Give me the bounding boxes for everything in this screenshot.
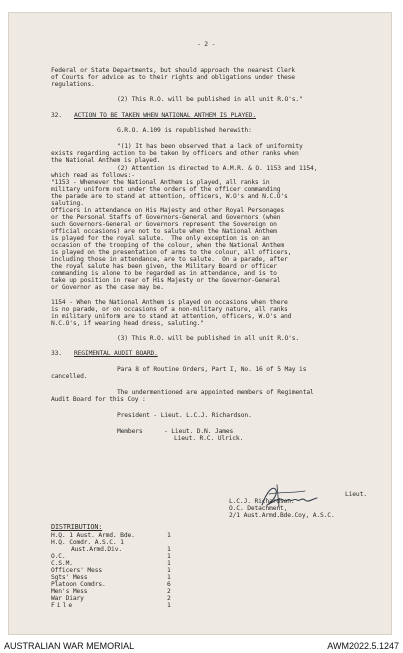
reg-1154-line: in military uniform are to stand at attention, officers, W.O's and — [51, 313, 292, 320]
members-line: Lieut. R.C. Ulrick. — [174, 435, 244, 442]
distribution-label: Sgts' Mess — [51, 574, 88, 581]
para-1-line: "(1) It has been observed that a lack of uniformity — [117, 143, 303, 150]
section-33-para-line: Para 8 of Routine Orders, Part I, No. 16 of 5 May is — [117, 366, 307, 373]
reg-1153-line: including those in attendance, are to salute. On a parade, after — [51, 256, 288, 263]
signature-block-line: O.C. Detachment, — [229, 505, 288, 512]
intro-line: Federal or State Departments, but should approach the nearest Clerk — [51, 67, 295, 74]
distribution-label: War Diary — [51, 595, 84, 602]
reg-1153-line: "1153 - Whenever the National Anthem is played, all ranks in — [51, 179, 270, 186]
para-1-line: the National Anthem is played. — [51, 157, 161, 164]
reg-1154-line: 1154 - When the National Anthem is played on occasions when there — [51, 299, 288, 306]
intro-line: regulations. — [51, 81, 95, 88]
reg-1153-line: is played on the presentation of arms to the colour, all officers, — [51, 249, 292, 256]
distribution-label: File — [51, 602, 75, 609]
distribution-label: H.Q. Comdr. A.S.C. 1 — [51, 539, 124, 546]
archive-reference: AWM2022.5.1247 — [327, 641, 399, 651]
reg-1153-line: saluting. — [51, 200, 84, 207]
reg-1153-line: official occasions) are not to salute when the National Anthem — [51, 228, 277, 235]
distribution-count: 1 — [167, 560, 171, 567]
distribution-count: 1 — [167, 546, 171, 553]
section-32-number: 32. — [51, 112, 62, 119]
reg-1153-line: occasion of the trooping of the colour, when the National Anthem — [51, 242, 285, 249]
distribution-label: O.C. — [51, 553, 66, 560]
members-line: - Lieut. D.N. James — [164, 428, 234, 435]
document-page — [8, 12, 392, 635]
distribution-count: 1 — [167, 532, 171, 539]
section-32-heading: ACTION TO BE TAKEN WHEN NATIONAL ANTHEM IS PLAYED. — [74, 112, 257, 119]
members-label: Members — [117, 428, 143, 435]
para-2-line: (2) Attention is directed to A.M.R. & O. 1153 and 1154, — [117, 165, 318, 172]
distribution-label: Officers' Mess — [51, 567, 102, 574]
signature-block-line: 2/1 Aust.Armd.Bde.Coy, A.S.C. — [229, 512, 335, 519]
distribution-heading: DISTRIBUTION: — [51, 523, 103, 531]
distribution-label: Men's Mess — [51, 588, 88, 595]
para-2-line: which read as follows:- — [51, 172, 135, 179]
section-33-number: 33. — [51, 350, 62, 357]
distribution-label: C.S.M. — [51, 560, 73, 567]
reg-1153-line: take up position in rear of His Majesty or the Governor-General — [51, 277, 281, 284]
section-33-para-line: Audit Board for this Coy : — [51, 396, 146, 403]
reg-1153-line: or the Personal Staffs of Governors-General and Governors (when — [51, 214, 281, 221]
reg-1153-line: Officers in attendance on His Majesty and other Royal Personages — [51, 207, 285, 214]
section-33-para-line: cancelled. — [51, 373, 88, 380]
president-line: President - Lieut. L.C.J. Richardson. — [117, 412, 252, 419]
reg-1153-line: such Governors-General or Governors represent the Sovereign on — [51, 221, 277, 228]
distribution-count: 6 — [167, 581, 171, 588]
reg-1153-line: the parade are to stand at attention, officers, W.O's and N.C.O's — [51, 193, 288, 200]
signature-block-line: L.C.J. Richardson. — [229, 498, 295, 505]
ro-published-line: (2) This R.O. will be published in all unit R.O's." — [117, 96, 303, 103]
reg-1154-line: is no parade, or on occasions of a non-military nature, all ranks — [51, 306, 288, 313]
distribution-count: 1 — [167, 553, 171, 560]
distribution-count: 2 — [167, 595, 171, 602]
distribution-count: 1 — [167, 567, 171, 574]
page-number: - 2 - — [197, 41, 216, 48]
signature-rank: Lieut. — [345, 491, 367, 498]
reg-1154-line: N.C.O's, if wearing head dress, saluting." — [51, 320, 204, 327]
intro-line: of Courts for advice as to their rights and obligations under these — [51, 74, 295, 81]
reg-1153-line: is played for the royal salute. The only exception is on an — [51, 235, 270, 242]
archive-name: AUSTRALIAN WAR MEMORIAL — [4, 641, 135, 651]
para-1-line: exists regarding action to be taken by officers and other ranks when — [51, 150, 299, 157]
section-33-para-line: The undermentioned are appointed members of Regimental — [117, 389, 314, 396]
archive-footer — [0, 639, 403, 653]
distribution-count: 2 — [167, 588, 171, 595]
distribution-label: Aust.Armd.Div. — [71, 546, 122, 553]
gro-line: G.R.O. A.109 is republished herewith: — [117, 127, 252, 134]
ro-published-line: (3) This R.O. will be published in all unit R.O's. — [117, 335, 300, 342]
distribution-label: H.Q. 1 Aust. Armd. Bde. — [51, 532, 135, 539]
reg-1153-line: commanding is alone to be regarded as in attendance, and is to — [51, 270, 277, 277]
distribution-count: 1 — [167, 574, 171, 581]
section-33-heading: REGIMENTAL AUDIT BOARD. — [74, 350, 158, 357]
distribution-label: Platoon Comdrs. — [51, 581, 106, 588]
reg-1153-line: military uniform not under the orders of the officer commanding — [51, 186, 281, 193]
reg-1153-line: or Governor as the case may be. — [51, 284, 164, 291]
distribution-count: 1 — [167, 602, 171, 609]
reg-1153-line: the royal salute has been given, the Military Board or officer — [51, 263, 277, 270]
